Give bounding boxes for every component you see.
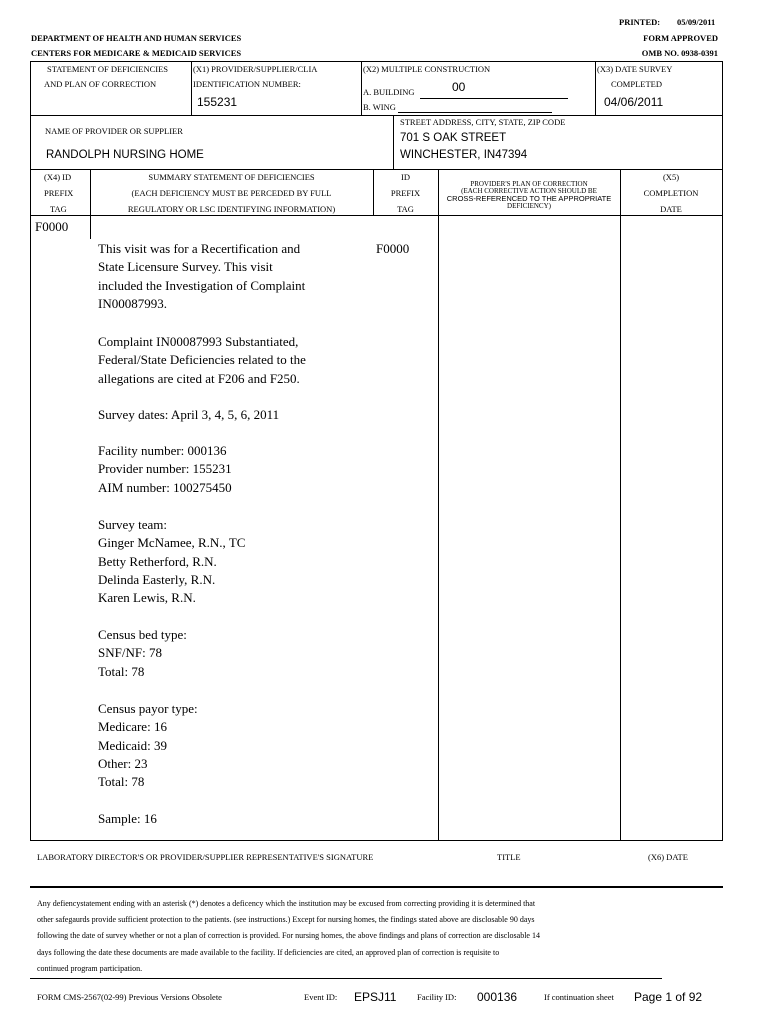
tag-left: F0000 bbox=[35, 219, 69, 234]
rule-footer bbox=[30, 978, 662, 979]
department-title: DEPARTMENT OF HEALTH AND HUMAN SERVICES bbox=[31, 33, 242, 43]
finding-paragraph-sample: Sample: 16 bbox=[98, 811, 157, 826]
form-number: FORM CMS-2567(02-99) Previous Versions Obsolete bbox=[37, 992, 222, 1002]
plan-label-1: PROVIDER'S PLAN OF CORRECTION bbox=[470, 180, 588, 188]
street-value: 701 S OAK STREET bbox=[400, 132, 507, 144]
finding-paragraph-dates: Survey dates: April 3, 4, 5, 6, 2011 bbox=[98, 407, 280, 422]
statement-label-1: STATEMENT OF DEFICIENCIES bbox=[47, 64, 169, 74]
director-signature-label: LABORATORY DIRECTOR'S OR PROVIDER/SUPPLIER REPRESENTATIVE'S SIGNATURE bbox=[37, 852, 374, 862]
tag-right: F0000 bbox=[376, 241, 410, 256]
address-label: STREET ADDRESS, CITY, STATE, ZIP CODE bbox=[400, 117, 566, 127]
event-id-value: EPSJ11 bbox=[354, 990, 397, 1004]
facility-id-label: Facility ID: bbox=[417, 992, 457, 1002]
x5-label-1: (X5) bbox=[662, 172, 680, 182]
rule-signature bbox=[30, 886, 723, 888]
finding-paragraph-complaint: Complaint IN00087993 Substantiated, Federal/State Deficiencies related to the allegations are cited at F206 and F250. bbox=[98, 334, 306, 386]
plan-label-3: CROSS-REFERENCED TO THE APPROPRIATE bbox=[446, 194, 612, 203]
x5-label-2: COMPLETION bbox=[643, 188, 699, 198]
provider-id-value: 155231 bbox=[197, 95, 238, 109]
printed-label: PRINTED: bbox=[619, 17, 661, 27]
x2-label: (X2) MULTIPLE CONSTRUCTION bbox=[363, 64, 491, 74]
page-number: Page 1 of 92 bbox=[634, 990, 703, 1004]
x6-date-label: (X6) DATE bbox=[648, 852, 688, 862]
x4-tag-label: TAG bbox=[50, 204, 67, 214]
rule-body-bottom bbox=[30, 840, 723, 841]
x4-id-label: (X4) ID bbox=[44, 172, 72, 182]
x3-label-2: COMPLETED bbox=[611, 79, 662, 89]
event-id-label: Event ID: bbox=[304, 992, 338, 1002]
finding-paragraph-visit: This visit was for a Recertification and State Licensure Survey. This visit included the Investigation of Complaint IN00087993. bbox=[98, 241, 306, 311]
finding-paragraph-team: Survey team: Ginger McNamee, R.N., TC Betty Retherford, R.N. Delinda Easterly, R.N. Karen Lewis, R.N. bbox=[98, 517, 246, 606]
provider-name-value: RANDOLPH NURSING HOME bbox=[46, 149, 204, 161]
plan-label-4: DEFICIENCY) bbox=[507, 202, 551, 210]
title-label: TITLE bbox=[497, 852, 521, 862]
id-tag-label: TAG bbox=[397, 204, 414, 214]
continuation-label: If continuation sheet bbox=[544, 992, 614, 1002]
summary-label-3: REGULATORY OR LSC IDENTIFYING INFORMATION) bbox=[127, 204, 336, 214]
x3-label-1: (X3) DATE SURVEY bbox=[597, 64, 673, 74]
x1-label-1: (X1) PROVIDER/SUPPLIER/CLIA bbox=[193, 64, 318, 74]
plan-label-2: (EACH CORRECTIVE ACTION SHOULD BE bbox=[461, 187, 597, 195]
survey-date-value: 04/06/2011 bbox=[604, 95, 664, 109]
id-label: ID bbox=[401, 172, 410, 182]
printed-date: 05/09/2011 bbox=[677, 17, 716, 27]
wing-label: B. WING bbox=[363, 102, 396, 112]
cms-title: CENTERS FOR MEDICARE & MEDICAID SERVICES bbox=[31, 48, 242, 58]
rule-top bbox=[30, 61, 723, 62]
finding-paragraph-bed-type: Census bed type: SNF/NF: 78 Total: 78 bbox=[98, 627, 187, 679]
summary-label-2: (EACH DEFICIENCY MUST BE PERCEDED BY FULL bbox=[131, 188, 332, 198]
building-label: A. BUILDING bbox=[363, 87, 415, 97]
facility-id-value: 000136 bbox=[477, 990, 518, 1004]
x1-label-2: IDENTIFICATION NUMBER: bbox=[193, 79, 301, 89]
building-value: 00 bbox=[452, 80, 466, 94]
x4-prefix-label: PREFIX bbox=[44, 188, 74, 198]
omb-number: OMB NO. 0938-0391 bbox=[641, 48, 718, 58]
statement-label-2: AND PLAN OF CORRECTION bbox=[44, 79, 157, 89]
summary-label-1: SUMMARY STATEMENT OF DEFICIENCIES bbox=[148, 172, 315, 182]
x5-label-3: DATE bbox=[660, 204, 682, 214]
id-prefix-label: PREFIX bbox=[390, 188, 421, 198]
city-value: WINCHESTER, IN47394 bbox=[400, 149, 528, 161]
rule-right bbox=[722, 61, 723, 841]
disclaimer-text: Any defiencystatement ending with an asterisk (*) denotes a deficency which the institution may be excused from correcting providing it is determined that other safegaurds provide sufficient protection to the patients. (see instructions.) Except for nursing homes, the findings stated above are disclosable 90 days following the date of survey whether or not a plan of correction is provided. For nursing homes, the above findings and plans of correction are disclosable 14 days following the date these documents are made available to the facility. If deficiencies are cited, an approved plan of correction is requisite to continued program participation. bbox=[37, 899, 540, 973]
provider-name-label: NAME OF PROVIDER OR SUPPLIER bbox=[45, 126, 183, 136]
form-approved: FORM APPROVED bbox=[643, 33, 718, 43]
rule-left bbox=[30, 61, 31, 841]
finding-paragraph-payor: Census payor type: Medicare: 16 Medicaid: 39 Other: 23 Total: 78 bbox=[98, 701, 198, 790]
finding-paragraph-numbers: Facility number: 000136 Provider number: 155231 AIM number: 100275450 bbox=[98, 443, 232, 495]
